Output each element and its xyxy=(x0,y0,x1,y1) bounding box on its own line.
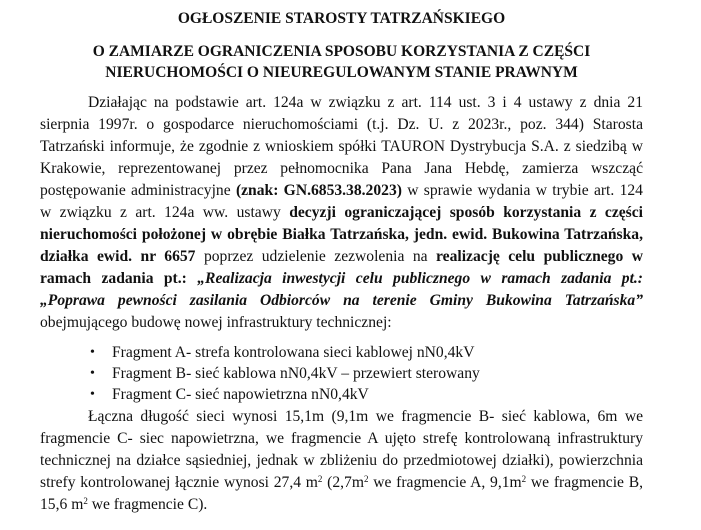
list-item xyxy=(40,363,643,384)
paragraph1-text-1: Działając na podstawie art. 124a w związku z art. 114 ust. 3 i 4 ustawy z dnia 21 sierpnia 1997r. o gospodarce nieruchomościami (t.j. Dz. U. z 2023r., poz. 344) Starosta Tatrzański informuje, że zgodnie z wnioskiem spółki TAURON Dystrybucja S.A. z siedzibą w Krakowie, reprezentowanej przez pełnomocnika Pana Jana Hebdę, zamierza wszcząć postępowanie administracyjne xyxy=(40,94,643,199)
announcement-title: OGŁOSZENIE STAROSTY TATRZAŃSKIEGO xyxy=(177,10,506,27)
subtitle-line-1: O ZAMIARZE OGRANICZENIA SPOSOBU KORZYSTANIA Z CZĘŚCI xyxy=(92,43,591,60)
superscript-2: 2 xyxy=(521,474,527,484)
list-item xyxy=(40,342,643,363)
bullet-icon: • xyxy=(90,345,95,360)
announcement-subtitle xyxy=(40,41,643,83)
task-title: „Realizacja inwestycji celu publicznego w ramach zadania pt.: „Poprawa pewności zasilania Odbiorców na terenie Gminy Bukowina Tatrzańska” xyxy=(40,270,643,309)
paragraph1-text-3: poprzez udzielenie zezwolenia na xyxy=(195,248,437,265)
bullet-icon: • xyxy=(90,387,95,402)
case-reference: (znak: GN.6853.38.2023) xyxy=(235,182,402,199)
paragraph2-text-3: we fragmencie A, 9,1m xyxy=(368,474,522,491)
superscript-2: 2 xyxy=(363,474,369,484)
paragraph1-text-4: obejmującego budowę nowej infrastruktury technicznej: xyxy=(40,314,392,331)
bullet-icon: • xyxy=(90,366,95,381)
fragment-text: Fragment A- strefa kontrolowana sieci kablowej nN0,4kV xyxy=(112,344,475,361)
fragments-list xyxy=(40,342,643,405)
paragraph-legal-basis xyxy=(40,92,643,334)
paragraph-network-length xyxy=(40,406,643,516)
superscript-2: 2 xyxy=(317,474,323,484)
list-item xyxy=(40,384,643,405)
paragraph2-text-4: we fragmencie B, 15,6 m xyxy=(40,474,643,513)
subtitle-line-2: NIERUCHOMOŚCI O NIEUREGULOWANYM STANIE PRAWNYM xyxy=(105,64,578,81)
paragraph2-text-5: we fragmencie C). xyxy=(87,496,208,513)
superscript-2: 2 xyxy=(83,496,88,506)
paragraph1-text-2: w sprawie wydania w trybie art. 124 w związku z art. 124a ww. ustawy xyxy=(40,182,643,221)
paragraph2-text-2: (2,7m xyxy=(322,474,364,491)
decision-description: decyzji ograniczającej sposób korzystania z części nieruchomości położonej w obrębie Białka Tatrzańska, jedn. ewid. Bukowina Tatrzańska, działka ewid. nr 6657 xyxy=(40,204,643,265)
fragment-text: Fragment B- sieć kablowa nN0,4kV – przewiert sterowany xyxy=(112,365,480,382)
public-purpose: realizację celu publicznego w ramach zadania pt.: xyxy=(40,248,643,287)
fragment-text: Fragment C- sieć napowietrzna nN0,4kV xyxy=(112,386,369,403)
paragraph2-text-1: Łączna długość sieci wynosi 15,1m (9,1m we fragmencie B- sieć kablowa, 6m we fragmencie C- siec napowietrzna, we fragmencie A ujęto strefę kontrolowaną infrastruktury technicznej na działce sąsiedniej, jednak w zbliżeniu do przedmiotowej działki), powierzchnia strefy kontrolowanej łącznie wynosi 27,4 m xyxy=(40,408,643,491)
